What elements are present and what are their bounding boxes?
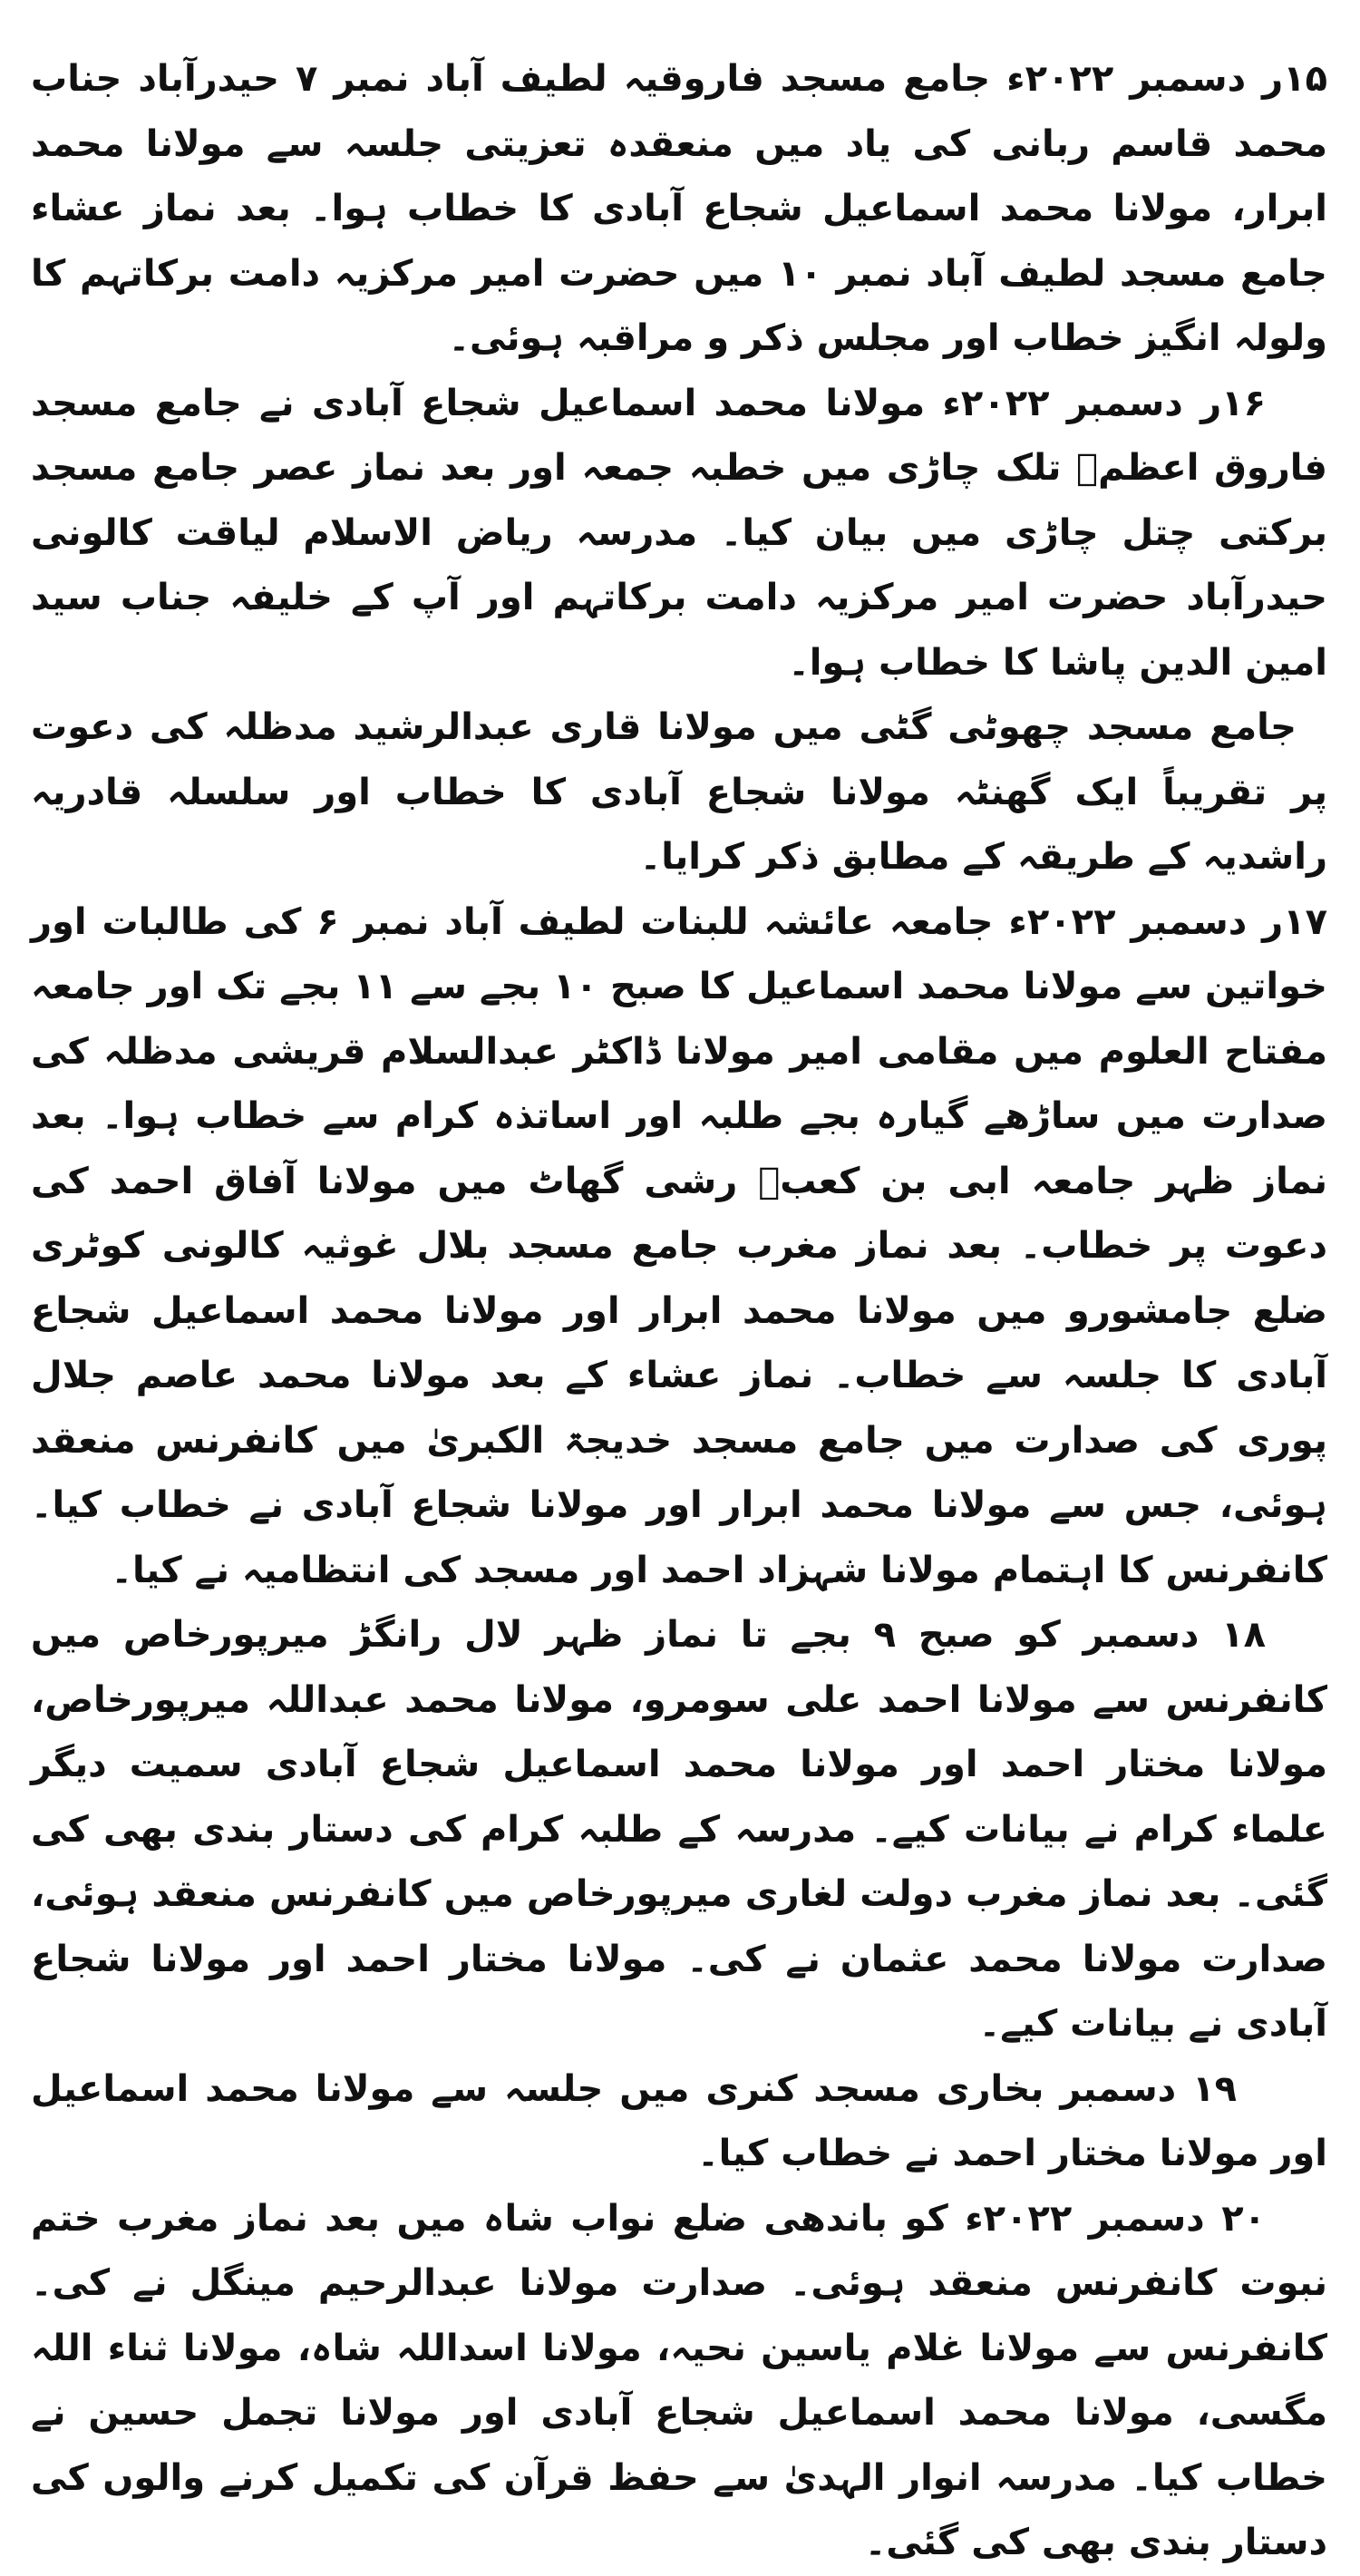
- paragraph-dec-20: ۲۰ دسمبر ۲۰۲۲ء کو باندھی ضلع نواب شاہ میں بعد نماز مغرب ختم نبوت کانفرنس منعقد ہوئی۔ صدارت مولانا عبدالرحیم مینگل نے کی۔ کانفرنس سے مولانا غلام یاسین نحیہ، مولانا اسداللہ شاہ، مولانا ثناء اللہ مگسی، مولانا محمد اسماعیل شجاع آبادی اور مولانا تجمل حسین نے خطاب کیا۔ مدرسہ انوار الہدیٰ سے حفظ قرآن کی تکمیل کرنے والوں کی دستار بندی بھی کی گئی۔: [31, 2197, 1327, 2563]
- paragraph-dec-18: ۱۸ دسمبر کو صبح ۹ بجے تا نماز ظہر لال رانگڑ میرپورخاص میں کانفرنس سے مولانا احمد علی سومرو، مولانا محمد عبداللہ میرپورخاص، مولانا مختار احمد اور مولانا محمد اسماعیل شجاع آبادی سمیت دیگر علماء کرام نے بیانات کیے۔ مدرسہ کے طلبہ کرام کی دستار بندی بھی کی گئی۔ بعد نماز مغرب دولت لغاری میرپورخاص میں کانفرنس منعقد ہوئی، صدارت مولانا محمد عثمان نے کی۔ مولانا مختار احمد اور مولانا شجاع آبادی نے بیانات کیے۔: [31, 1614, 1327, 2045]
- paragraph-dec-16: ۱۶ر دسمبر ۲۰۲۲ء مولانا محمد اسماعیل شجاع آبادی نے جامع مسجد فاروق اعظمؓ تلک چاڑی میں خطبہ جمعہ اور بعد نماز عصر جامع مسجد برکتی چتل چاڑی میں بیان کیا۔ مدرسہ ریاض الاسلام لیاقت کالونی حیدرآباد حضرت امیر مرکزیہ دامت برکاتہم اور آپ کے خلیفہ جناب سید امین الدین پاشا کا خطاب ہوا۔: [31, 382, 1327, 684]
- paragraph-dec-15: ۱۵ر دسمبر ۲۰۲۲ء جامع مسجد فاروقیہ لطیف آباد نمبر ۷ حیدرآباد جناب محمد قاسم ربانی کی یاد میں منعقدہ تعزیتی جلسہ سے مولانا محمد ابرار، مولانا محمد اسماعیل شجاع آبادی کا خطاب ہوا۔ بعد نماز عشاء جامع مسجد لطیف آباد نمبر ۱۰ میں حضرت امیر مرکزیہ دامت برکاتہم کا ولولہ انگیز خطاب اور مجلس ذکر و مراقبہ ہوئی۔: [31, 58, 1327, 359]
- paragraph-dec-17: ۱۷ر دسمبر ۲۰۲۲ء جامعہ عائشہ للبنات لطیف آباد نمبر ۶ کی طالبات اور خواتین سے مولانا محمد اسماعیل کا صبح ۱۰ بجے سے ۱۱ بجے تک اور جامعہ مفتاح العلوم میں مقامی امیر مولانا ڈاکٹر عبدالسلام قریشی مدظلہ کی صدارت میں ساڑھے گیارہ بجے طلبہ اور اساتذہ کرام سے خطاب ہوا۔ بعد نماز ظہر جامعہ ابی بن کعبؓ رشی گھاٹ میں مولانا آفاق احمد کی دعوت پر خطاب۔ بعد نماز مغرب جامع مسجد بلال غوثیہ کالونی کوٹری ضلع جامشورو میں مولانا محمد ابرار اور مولانا محمد اسماعیل شجاع آبادی کا جلسہ سے خطاب۔ نماز عشاء کے بعد مولانا محمد عاصم جلال پوری کی صدارت میں جامع مسجد خدیجۃ الکبریٰ میں کانفرنس منعقد ہوئی، جس سے مولانا محمد ابرار اور مولانا شجاع آبادی نے خطاب کیا۔ کانفرنس کا اہتمام مولانا شہزاد احمد اور مسجد کی انتظامیہ نے کیا۔: [31, 900, 1327, 1591]
- paragraph-chhoti-gitti: جامع مسجد چھوٹی گٹی میں مولانا قاری عبدالرشید مدظلہ کی دعوت پر تقریباً ایک گھنٹہ مولانا شجاع آبادی کا خطاب اور سلسلہ قادریہ راشدیہ کے طریقہ کے مطابق ذکر کرایا۔: [31, 706, 1327, 878]
- paragraph-dec-19: ۱۹ دسمبر بخاری مسجد کنری میں جلسہ سے مولانا محمد اسماعیل اور مولانا مختار احمد نے خطاب کیا۔: [31, 2067, 1327, 2174]
- text-column: [31, 47, 1327, 2576]
